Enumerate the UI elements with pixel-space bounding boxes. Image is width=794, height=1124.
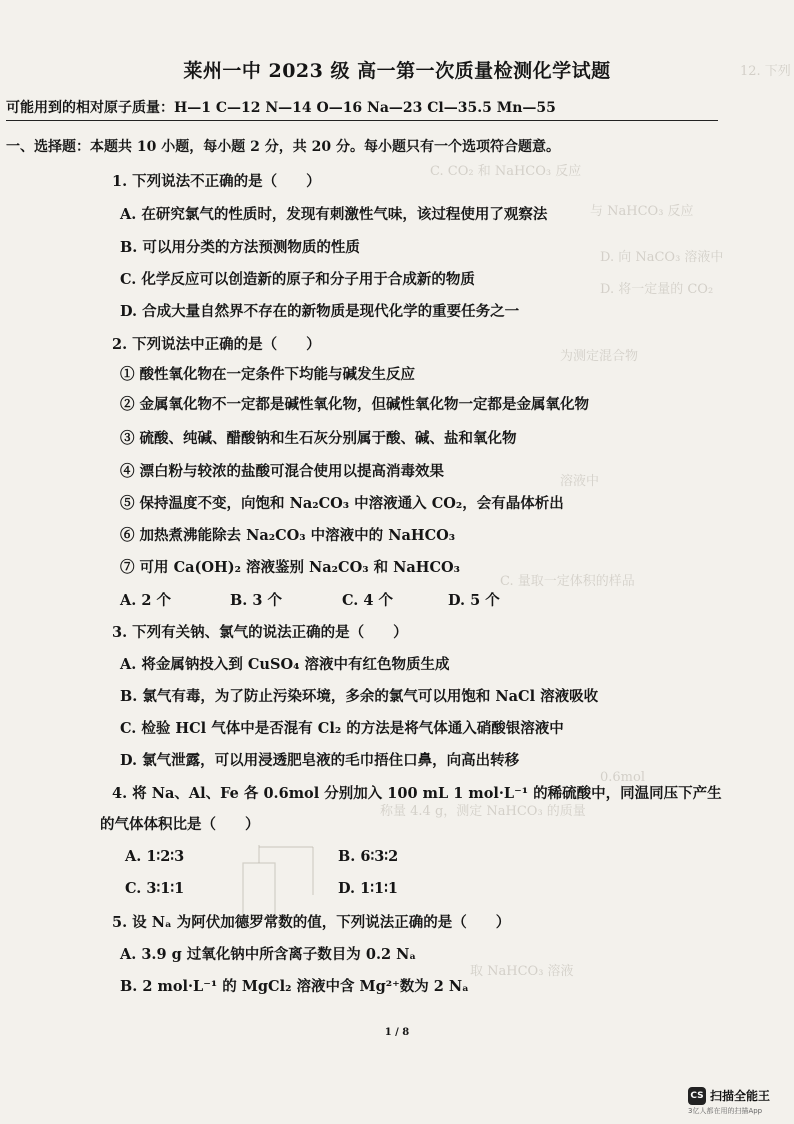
question-2-statement: ④ 漂白粉与较浓的盐酸可混合使用以提高消毒效果 — [120, 463, 445, 480]
bleed-through-text: C. CO₂ 和 NaHCO₃ 反应 — [430, 164, 582, 179]
question-5-stem: 5. 设 Nₐ 为阿伏加德罗常数的值，下列说法正确的是（ ） — [112, 914, 511, 931]
question-2-statement: ③ 硫酸、纯碱、醋酸钠和生石灰分别属于酸、碱、盐和氧化物 — [120, 430, 517, 447]
question-1-option-c: C. 化学反应可以创造新的原子和分子用于合成新的物质 — [120, 271, 475, 288]
scanner-app-tagline: 3亿人都在用的扫描App — [688, 1107, 763, 1115]
question-4-option-d: D. 1∶1∶1 — [338, 880, 398, 897]
question-3-option-a: A. 将金属钠投入到 CuSO₄ 溶液中有红色物质生成 — [120, 656, 450, 673]
question-2-statement: ② 金属氧化物不一定都是碱性氧化物，但碱性氧化物一定都是金属氧化物 — [120, 396, 590, 413]
bleed-through-text: 取 NaHCO₃ 溶液 — [470, 964, 574, 979]
question-3-stem: 3. 下列有关钠、氯气的说法正确的是（ ） — [112, 624, 408, 641]
question-3-option-d: D. 氯气泄露，可以用浸透肥皂液的毛巾捂住口鼻，向高出转移 — [120, 752, 520, 769]
exam-title: 莱州一中 2023 级 高一第一次质量检测化学试题 — [183, 60, 611, 82]
question-2-statement: ⑥ 加热煮沸能除去 Na₂CO₃ 中溶液中的 NaHCO₃ — [120, 527, 456, 544]
question-4-stem-continued: 的气体体积比是（ ） — [100, 816, 260, 833]
question-3-option-c: C. 检验 HCl 气体中是否混有 Cl₂ 的方法是将气体通入硝酸银溶液中 — [120, 720, 564, 737]
question-5-option-b: B. 2 mol·L⁻¹ 的 MgCl₂ 溶液中含 Mg²⁺数为 2 Nₐ — [120, 978, 469, 995]
bleed-through-text: C. 量取一定体积的样品 — [500, 574, 635, 589]
section-heading: 一、选择题：本题共 10 小题，每小题 2 分，共 20 分。每小题只有一个选项符合题意。 — [6, 139, 560, 155]
page-number: 1 / 8 — [384, 1027, 410, 1038]
atomic-masses-line: 可能用到的相对原子质量：H—1 C—12 N—14 O—16 Na—23 Cl—35.5 Mn—55 — [6, 97, 718, 121]
question-3-option-b: B. 氯气有毒，为了防止污染环境，多余的氯气可以用饱和 NaCl 溶液吸收 — [120, 688, 599, 705]
scanner-watermark — [688, 1085, 788, 1115]
bleed-through-text: 溶液中 — [560, 474, 600, 489]
question-2-statement: ① 酸性氧化物在一定条件下均能与碱发生反应 — [120, 366, 416, 383]
question-4-option-b: B. 6∶3∶2 — [338, 848, 399, 865]
question-2-statement: ⑤ 保持温度不变，向饱和 Na₂CO₃ 中溶液通入 CO₂，会有晶体析出 — [120, 495, 564, 512]
question-1-option-d: D. 合成大量自然界不存在的新物质是现代化学的重要任务之一 — [120, 303, 520, 320]
bleed-through-text: 称量 4.4 g，测定 NaHCO₃ 的质量 — [380, 804, 586, 819]
question-2-option-c: C. 4 个 — [342, 592, 394, 609]
question-2-option-d: D. 5 个 — [448, 592, 500, 609]
bleed-through-text: 12. 下列 — [740, 64, 791, 79]
scanner-app-name: 扫描全能王 — [710, 1089, 771, 1103]
question-1-option-b: B. 可以用分类的方法预测物质的性质 — [120, 239, 360, 256]
question-4-option-c: C. 3∶1∶1 — [125, 880, 185, 897]
question-4-option-a: A. 1∶2∶3 — [125, 848, 185, 865]
question-2-option-b: B. 3 个 — [230, 592, 282, 609]
bleed-through-text: 0.6mol — [600, 770, 645, 785]
bleed-through-text: 为测定混合物 — [560, 349, 639, 364]
bleed-through-text: 与 NaHCO₃ 反应 — [590, 204, 694, 219]
scanner-logo-icon: CS — [688, 1087, 706, 1105]
question-1-stem: 1. 下列说法不正确的是（ ） — [112, 173, 321, 190]
question-5-option-a: A. 3.9 g 过氧化钠中所含离子数目为 0.2 Nₐ — [120, 946, 417, 963]
question-2-statement: ⑦ 可用 Ca(OH)₂ 溶液鉴别 Na₂CO₃ 和 NaHCO₃ — [120, 559, 461, 576]
question-2-option-a: A. 2 个 — [120, 592, 171, 609]
question-1-option-a: A. 在研究氯气的性质时，发现有刺激性气味，该过程使用了观察法 — [120, 206, 548, 223]
question-4-stem: 4. 将 Na、Al、Fe 各 0.6mol 分别加入 100 mL 1 mol·L⁻¹ 的稀硫酸中，同温同压下产生 — [112, 785, 722, 802]
bleed-through-text: D. 将一定量的 CO₂ — [600, 282, 714, 297]
bleed-through-text: D. 向 NaCO₃ 溶液中 — [600, 250, 724, 265]
question-2-stem: 2. 下列说法中正确的是（ ） — [112, 336, 321, 353]
